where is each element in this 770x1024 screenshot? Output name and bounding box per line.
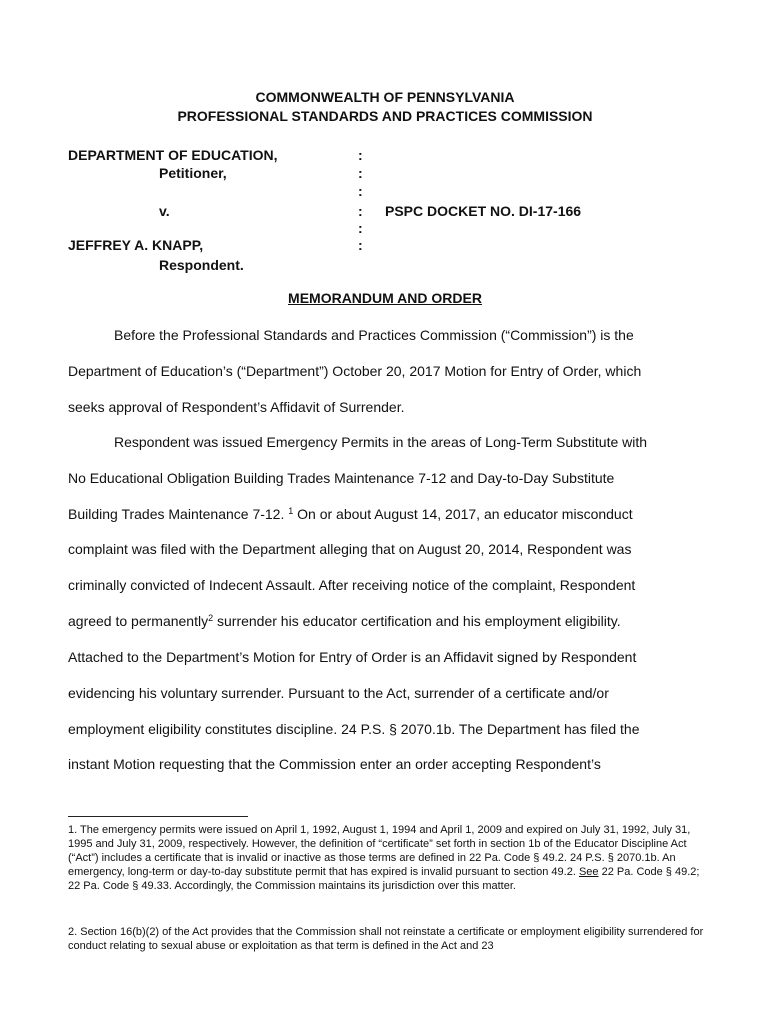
caption-colon: : bbox=[358, 183, 363, 199]
footnote-ref-1: 1 bbox=[288, 506, 294, 516]
body-line: complaint was filed with the Department alleging that on August 20, 2014, Respondent was bbox=[68, 541, 632, 557]
footnote-text: 1. The emergency permits were issued on April 1, 1992, August 1, 1994 and April 1, 2009 and expired on July 31, 1992, July 31, 1995 and July 31, 2009, respectively. However, the definition of “certificate” set forth in section 1b of the Educator Discipline Act (“Act”) includes a certificate that is invalid or inactive as those terms are defined in 22 Pa. Code § 49.2. 24 P.S. § 2070.1b. An emergency, long-term or day-to-day substitute permit that has expired is invalid pursuant to section 49.2. bbox=[68, 824, 691, 878]
body-text: On or about August 14, 2017, an educator misconduct bbox=[293, 506, 633, 522]
respondent-role: Respondent. bbox=[159, 257, 244, 273]
body-line: seeks approval of Respondent’s Affidavit of Surrender. bbox=[68, 399, 405, 415]
body-text: Building Trades Maintenance 7-12. bbox=[68, 506, 285, 522]
body-line bbox=[68, 612, 621, 630]
footnote-1 bbox=[68, 823, 708, 893]
body-text: agreed to permanently bbox=[68, 613, 209, 629]
footnote-ref-2: 2 bbox=[208, 613, 214, 623]
petitioner-name: DEPARTMENT OF EDUCATION, bbox=[68, 147, 278, 163]
body-line bbox=[68, 505, 633, 523]
petitioner-role: Petitioner, bbox=[159, 165, 227, 181]
versus: v. bbox=[159, 203, 170, 219]
header-commission: PROFESSIONAL STANDARDS AND PRACTICES COMMISSION bbox=[177, 108, 593, 124]
footnote-divider bbox=[68, 816, 248, 817]
respondent-name: JEFFREY A. KNAPP, bbox=[68, 237, 204, 253]
caption-colon: : bbox=[358, 237, 363, 253]
citation-signal: See bbox=[578, 866, 599, 878]
body-line: Attached to the Department’s Motion for Entry of Order is an Affidavit signed by Respondent bbox=[68, 649, 637, 665]
body-line: criminally convicted of Indecent Assault. After receiving notice of the complaint, Respondent bbox=[68, 577, 636, 593]
body-line: Respondent was issued Emergency Permits in the areas of Long-Term Substitute with bbox=[114, 434, 648, 450]
caption-colon: : bbox=[358, 203, 363, 219]
body-line: evidencing his voluntary surrender. Pursuant to the Act, surrender of a certificate and/or bbox=[68, 685, 609, 701]
caption-colon: : bbox=[358, 165, 363, 181]
footnote-2: 2. Section 16(b)(2) of the Act provides that the Commission shall not reinstate a certificate or employment eligibility surrendered for conduct relating to sexual abuse or exploitation as that term is defined in the Act and 23 bbox=[68, 926, 704, 952]
caption-colon: : bbox=[358, 147, 363, 163]
document-title: MEMORANDUM AND ORDER bbox=[288, 290, 482, 306]
body-line: Before the Professional Standards and Practices Commission (“Commission”) is the bbox=[114, 327, 634, 343]
caption-colon: : bbox=[358, 220, 363, 236]
body-line: No Educational Obligation Building Trades Maintenance 7-12 and Day-to-Day Substitute bbox=[68, 470, 615, 486]
body-line: Department of Education’s (“Department”) October 20, 2017 Motion for Entry of Order, which bbox=[68, 363, 642, 379]
docket-number: PSPC DOCKET NO. DI-17-166 bbox=[385, 203, 582, 219]
footnote-text: 22 Pa. Code § 49.2; 22 Pa. Code § 49.33. Accordingly, the Commission maintains its jurisdiction over this matter. bbox=[68, 866, 700, 892]
header-commonwealth: COMMONWEALTH OF PENNSYLVANIA bbox=[255, 89, 515, 105]
body-text: surrender his educator certification and his employment eligibility. bbox=[213, 613, 621, 629]
body-line: employment eligibility constitutes discipline. 24 P.S. § 2070.1b. The Department has filed the bbox=[68, 721, 640, 737]
body-line: instant Motion requesting that the Commission enter an order accepting Respondent’s bbox=[68, 756, 601, 772]
